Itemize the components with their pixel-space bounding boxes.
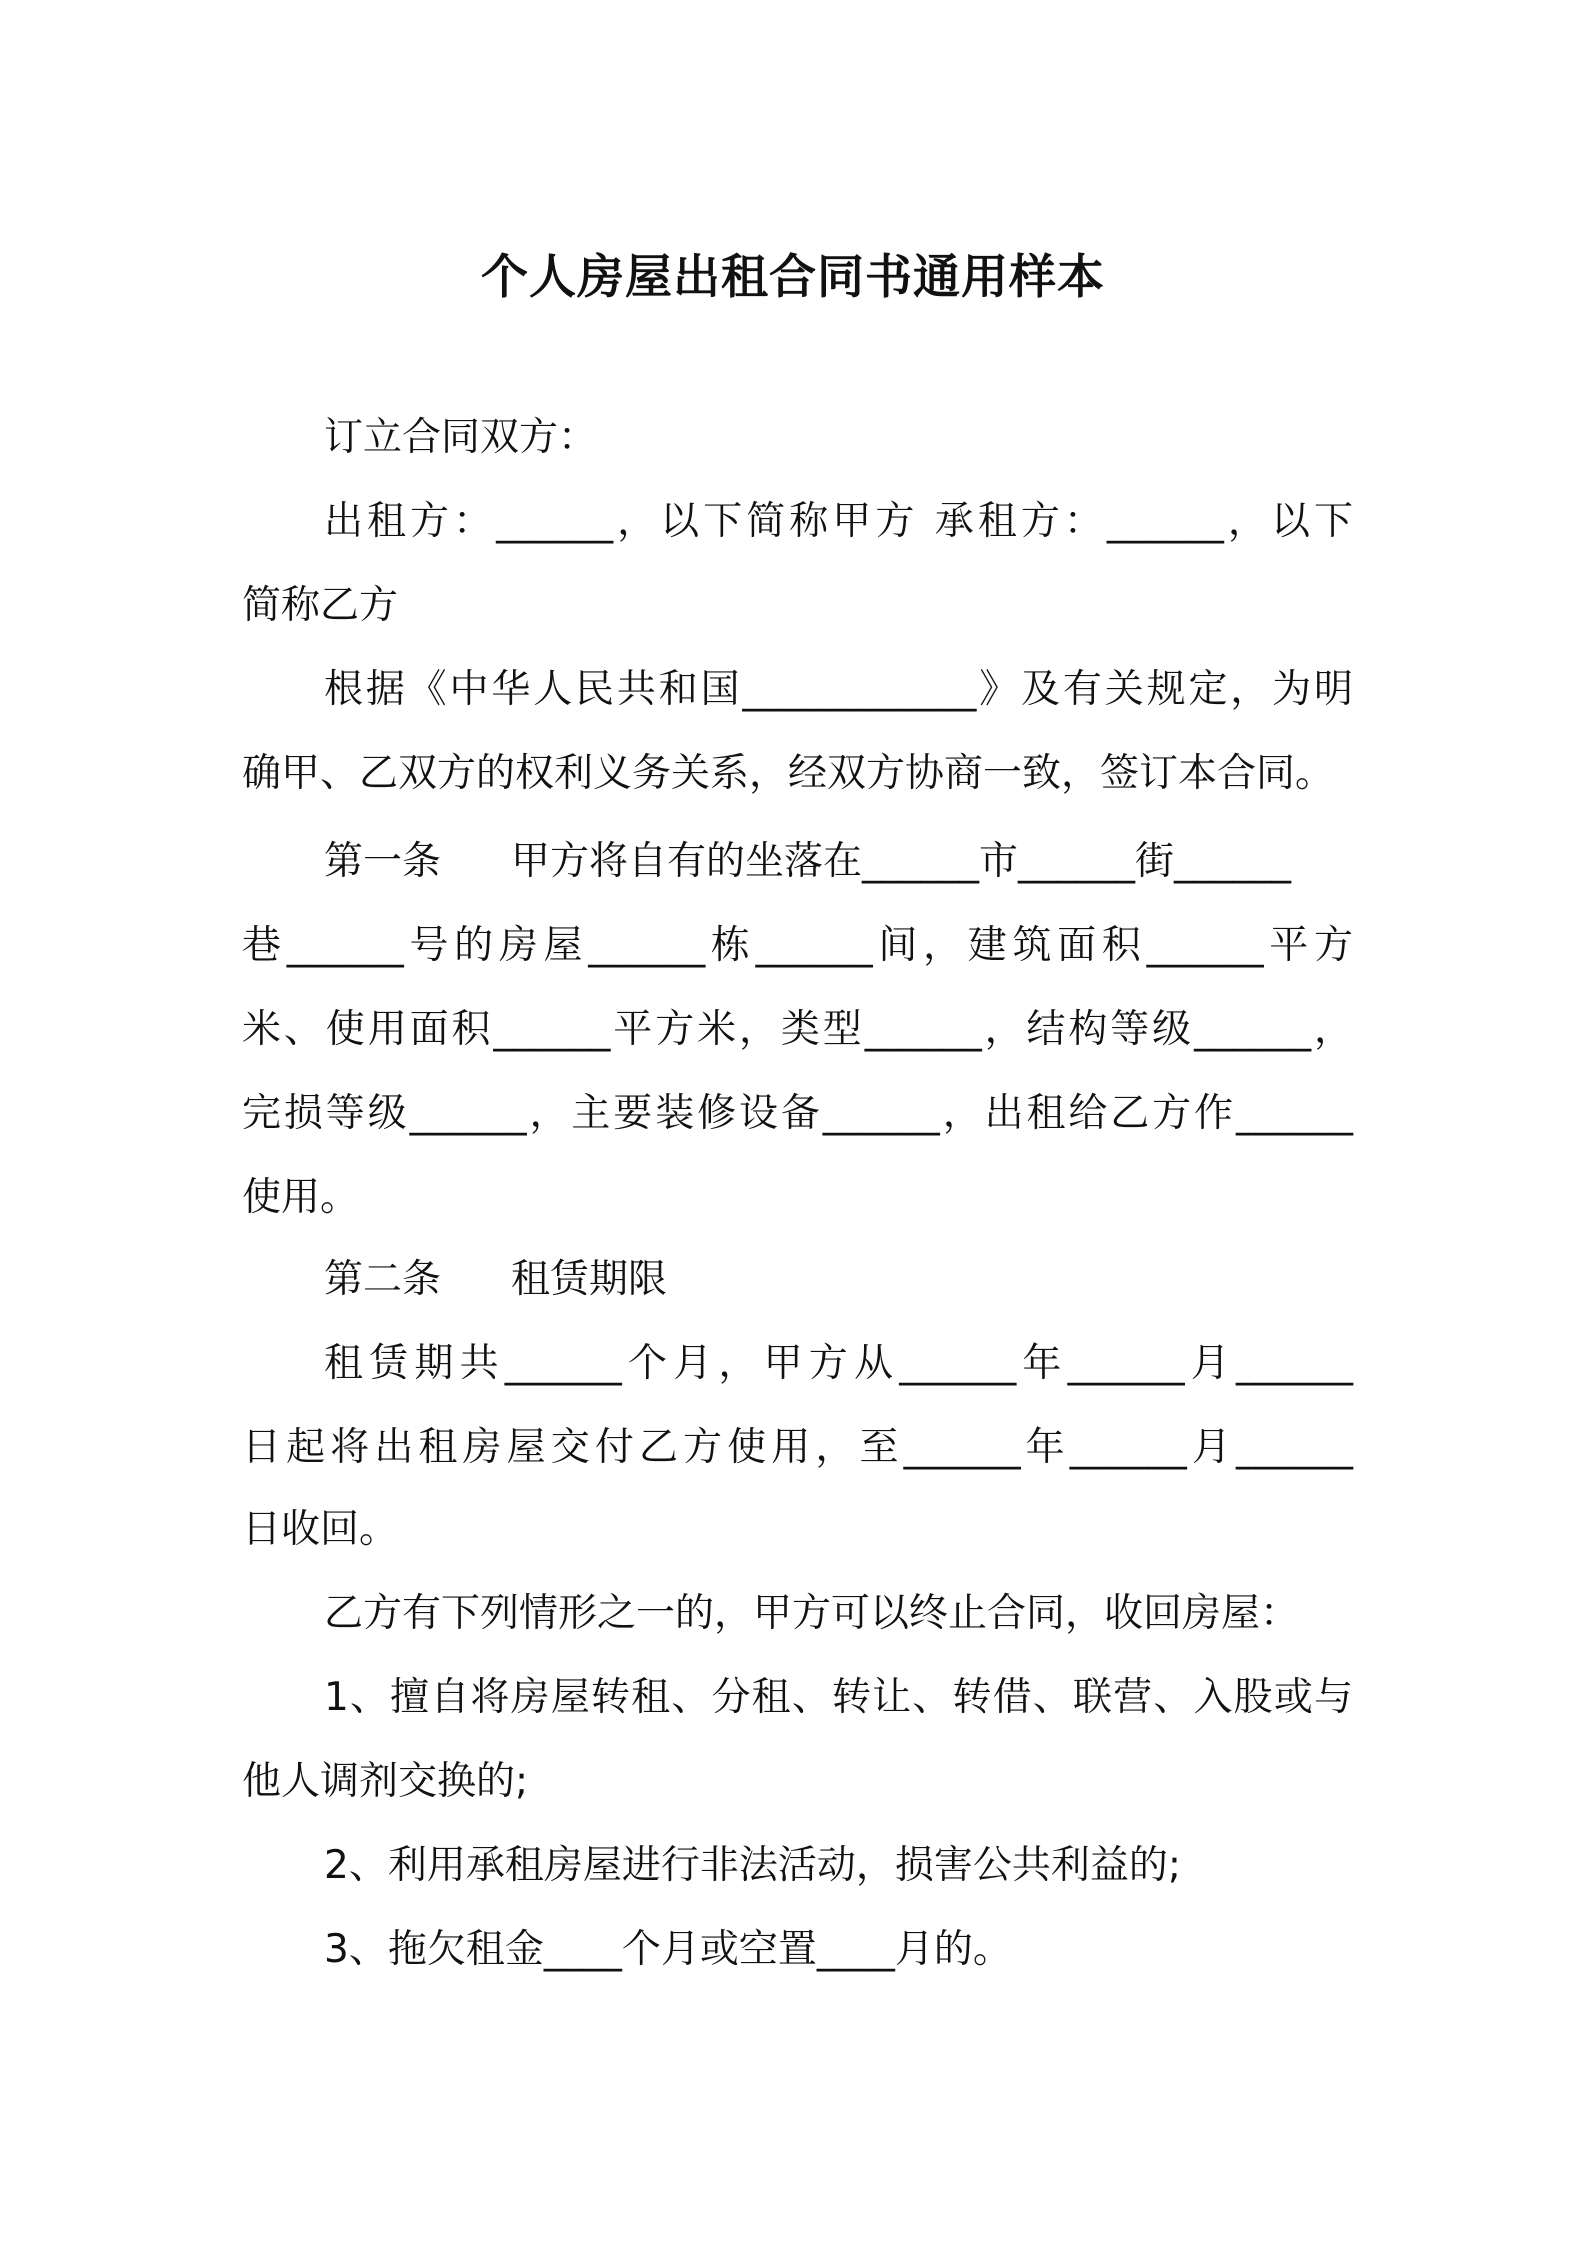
lease-term-line-1: 租赁期共______个月，甲方从______年______月______ [324,1341,1353,1386]
article-1-line-5: 使用。 [242,1175,360,1220]
article-1-line-1 [324,834,1291,890]
lease-term-line-2: 日起将出租房屋交付乙方使用，至______年______月______ [242,1425,1353,1470]
termination-intro: 乙方有下列情形之一的，甲方可以终止合同，收回房屋： [324,1591,1300,1636]
article-1-text: 甲方将自有的坐落在______市______街______ [511,839,1292,884]
termination-item-1-line-1: 1、擅自将房屋转租、分租、转让、转借、联营、入股或与 [324,1675,1353,1720]
lessee-abbrev-line: 简称乙方 [242,583,399,628]
article-2-heading: 第二条 [324,1257,442,1302]
lessor-lessee-line: 出租方：______，以下简称甲方 承租方：______，以下 [324,499,1353,544]
document-title: 个人房屋出租合同书通用样本 [481,250,1105,306]
termination-item-1-line-2: 他人调剂交换的; [242,1759,529,1804]
article-1-line-2: 巷______号的房屋______栋______间，建筑面积______平方 [242,923,1353,968]
article-1-heading: 第一条 [324,839,442,884]
article-1-line-3: 米、使用面积______平方米，类型______，结构等级______， [242,1007,1353,1052]
basis-paragraph-line-1: 根据《中华人民共和国____________》及有关规定，为明 [324,667,1353,712]
termination-item-3: 3、拖欠租金____个月或空置____月的。 [324,1927,1012,1972]
article-2-title: 租赁期限 [511,1257,668,1302]
parties-heading: 订立合同双方： [324,415,598,460]
lease-term-line-3: 日收回。 [242,1507,399,1552]
basis-paragraph-line-2: 确甲、乙双方的权利义务关系，经双方协商一致，签订本合同。 [242,751,1335,796]
article-1-line-4: 完损等级______，主要装修设备______，出租给乙方作______ [242,1091,1353,1136]
termination-item-2: 2、利用承租房屋进行非法活动，损害公共利益的; [324,1843,1181,1888]
article-2-heading-line [324,1252,667,1308]
